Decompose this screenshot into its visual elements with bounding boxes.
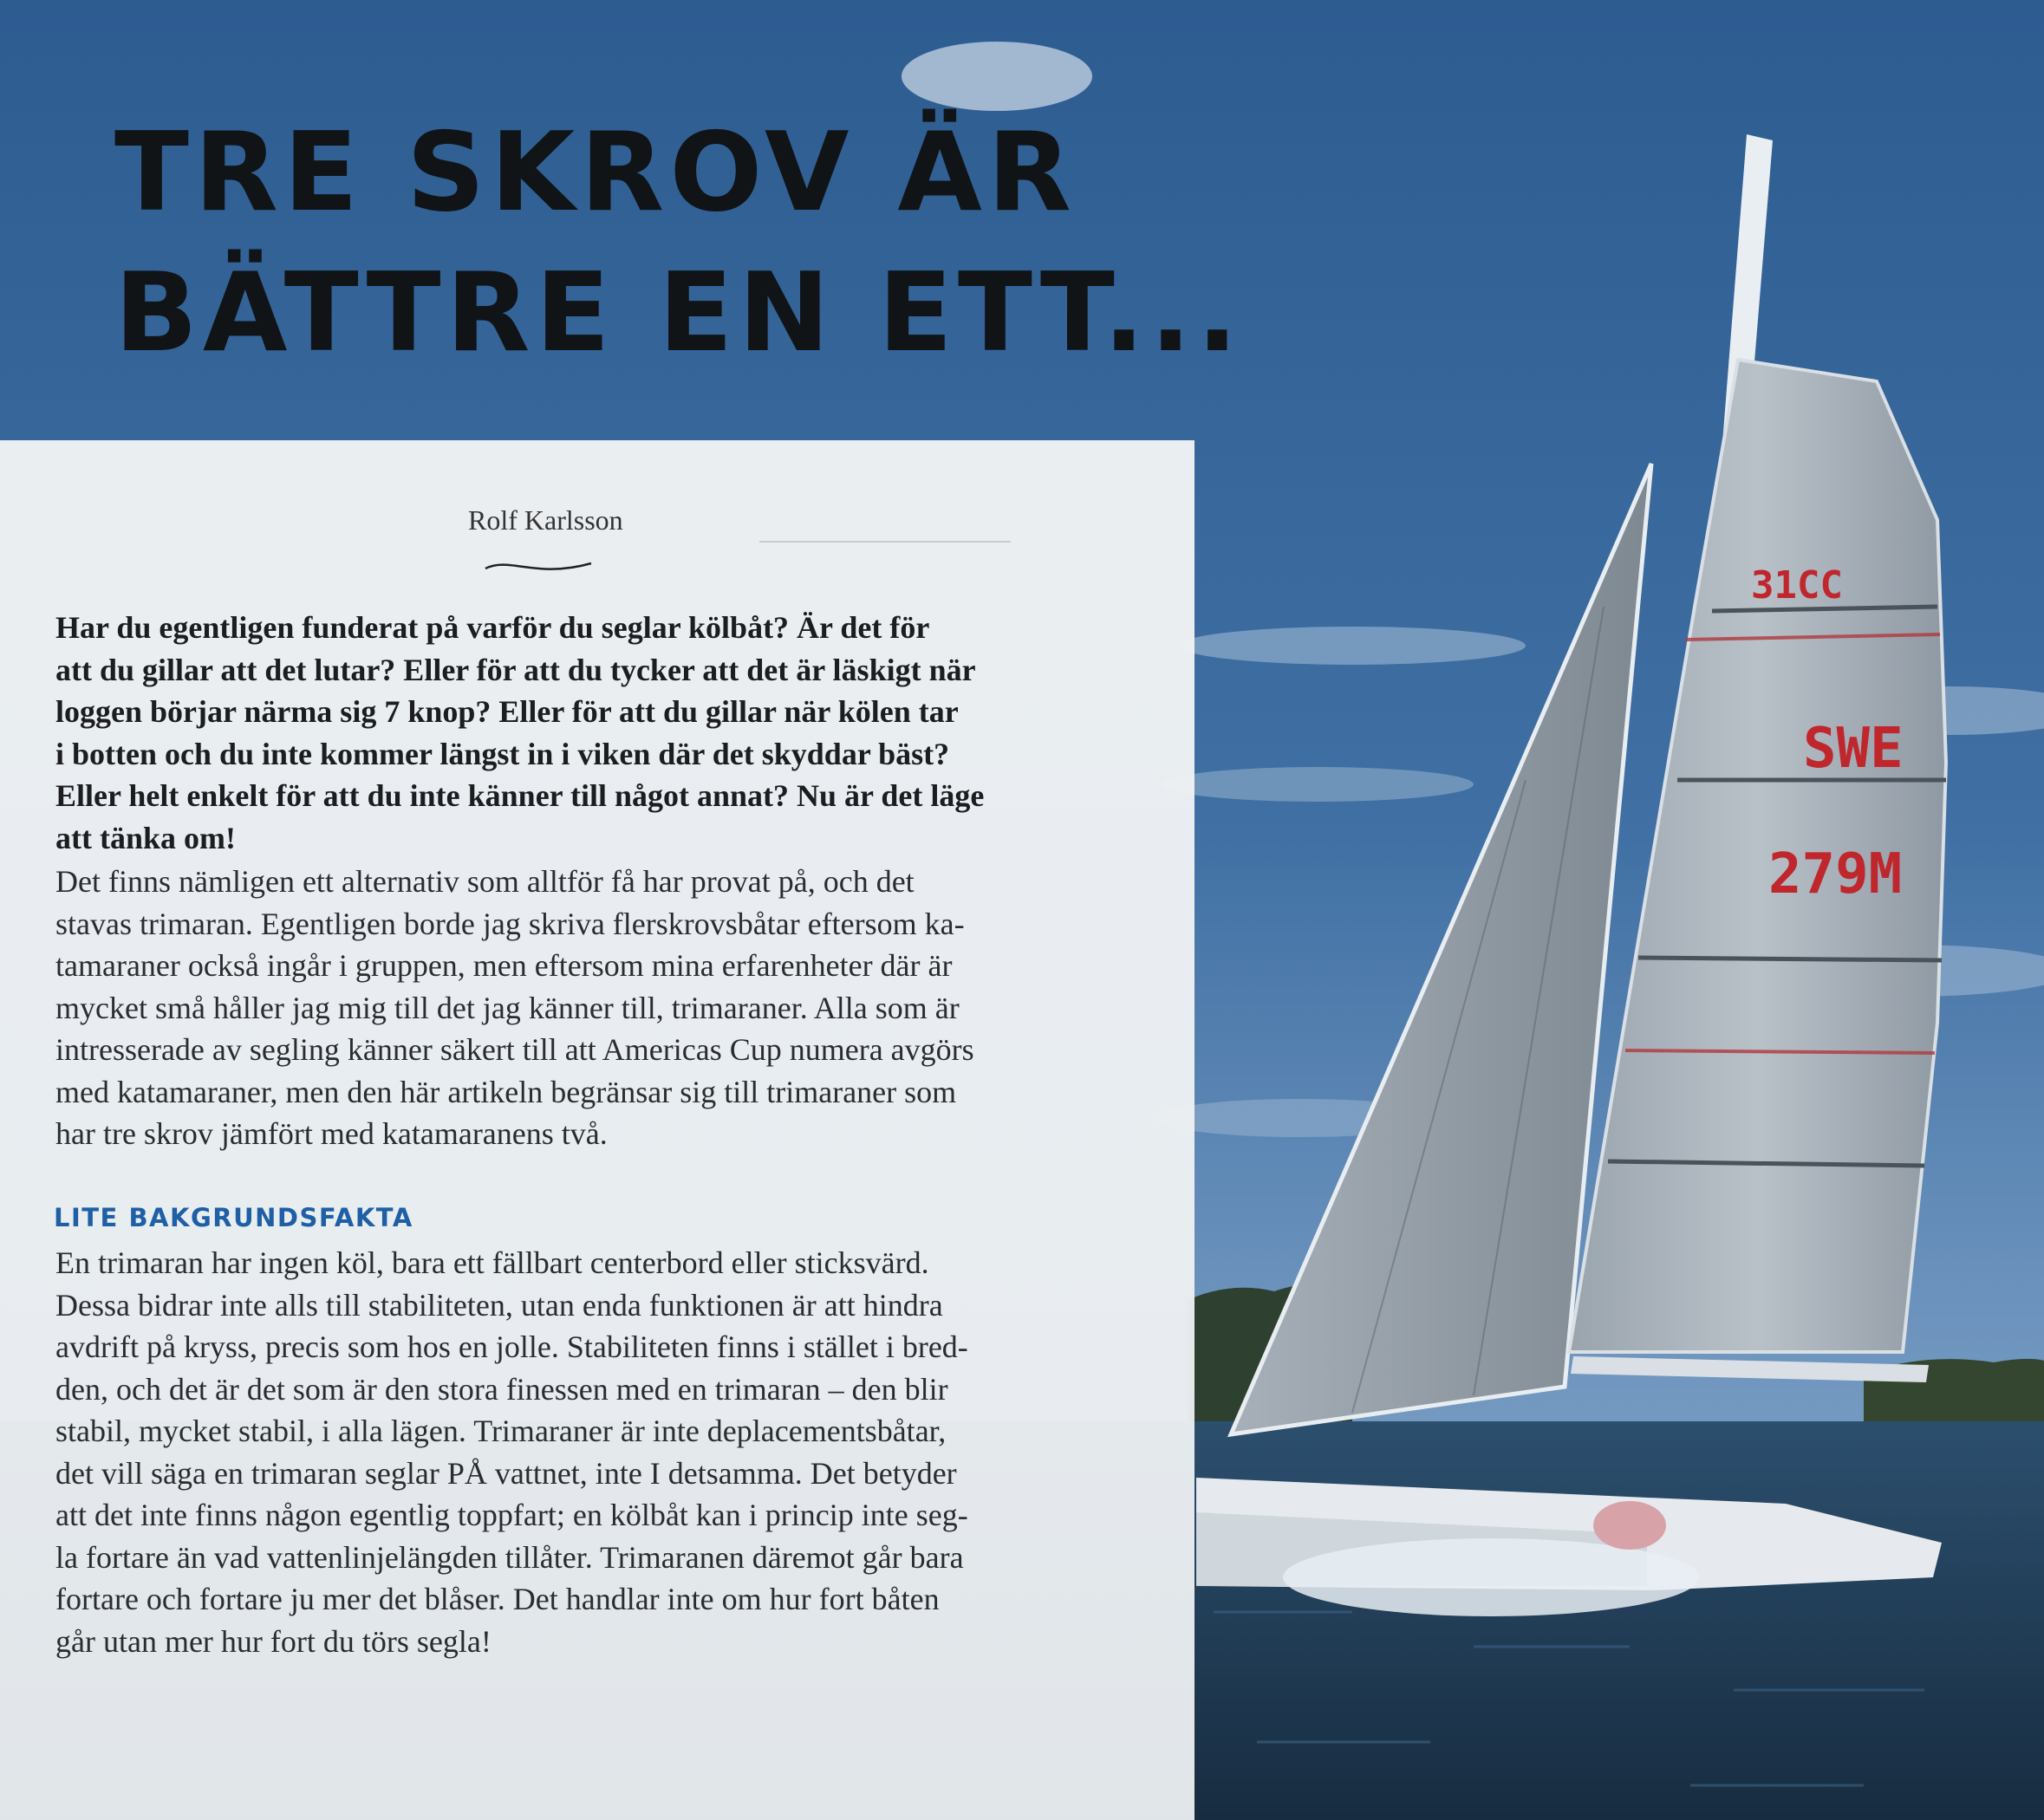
lead-line: i botten och du inte kommer längst in i viken där det skyddar bäst?: [55, 736, 950, 771]
body-line: går utan mer hur fort du törs segla!: [55, 1623, 491, 1659]
author-byline: Rolf Karlsson: [468, 504, 623, 536]
sail-number: 279M: [1768, 842, 1903, 907]
lead-line: loggen börjar närma sig 7 knop? Eller för att du gillar när kölen tar: [55, 694, 959, 729]
body-line: intresserade av segling känner säkert till att Americas Cup numera avgörs: [55, 1032, 974, 1067]
body-paragraph-1: [55, 861, 1087, 1155]
lead-line: Eller helt enkelt för att du inte känner till något annat? Nu är det läge: [55, 778, 985, 813]
lead-line: att tänka om!: [55, 820, 236, 855]
body-line: stabil, mycket stabil, i alla lägen. Trimaraner är inte deplacementsbåtar,: [55, 1414, 947, 1448]
body-line: det vill säga en trimaran seglar PÅ vattnet, inte I detsamma. Det betyder: [55, 1455, 957, 1491]
lead-line: Har du egentligen funderat på varför du seglar kölbåt? Är det för: [55, 610, 930, 645]
lead-line: att du gillar att det lutar? Eller för att du tycker att det är läskigt när: [55, 652, 976, 687]
headline: [114, 102, 1243, 383]
body-line: la fortare än vad vattenlinjelängden tillåter. Trimaranen däremot går bara: [55, 1539, 964, 1575]
body-line: att det inte finns någon egentlig toppfart; en kölbåt kan i princip inte seg-: [55, 1498, 968, 1532]
decorative-swash-icon: [484, 556, 593, 579]
section-subheading: LITE BAKGRUNDSFAKTA: [54, 1203, 413, 1232]
spray: [1283, 1538, 1699, 1616]
byline-divider: [759, 541, 1011, 543]
headline-line-2: BÄTTRE EN ETT...: [114, 249, 1244, 376]
body-line: har tre skrov jämfört med katamaranens två.: [55, 1116, 608, 1151]
sail-country: SWE: [1803, 717, 1904, 781]
cloud: [1162, 767, 1474, 802]
lead-paragraph: [55, 607, 1087, 859]
body-line: Dessa bidrar inte alls till stabiliteten, utan enda funktionen är att hindra: [55, 1287, 943, 1323]
body-line: tamaraner också ingår i gruppen, men eftersom mina erfarenheter där är: [55, 948, 953, 983]
body-line: Det finns nämligen ett alternativ som alltför få har provat på, och det: [55, 864, 915, 899]
body-line: stavas trimaran. Egentligen borde jag skriva flerskrovsbåtar eftersom ka-: [55, 906, 965, 941]
headline-line-1: TRE SKROV ÄR: [114, 108, 1077, 236]
body-line: mycket små håller jag mig till det jag känner till, trimaraner. Alla som är: [55, 990, 960, 1025]
body-line: fortare och fortare ju mer det blåser. Det handlar inte om hur fort båten: [55, 1582, 940, 1616]
body-paragraph-2: [55, 1242, 1087, 1662]
body-line: En trimaran har ingen köl, bara ett fällbart centerbord eller sticksvärd.: [55, 1245, 929, 1280]
body-line: avdrift på kryss, precis som hos en jolle. Stabiliteten finns i stället i bred-: [55, 1329, 968, 1364]
cloud: [1179, 627, 1526, 665]
cloud: [902, 42, 1092, 111]
crew: [1593, 1501, 1666, 1550]
body-line: med katamaraner, men den här artikeln begränsar sig till trimaraner som: [55, 1074, 957, 1109]
body-line: den, och det är det som är den stora finessen med en trimaran – den blir: [55, 1371, 948, 1407]
sail-logo: 31CC: [1751, 563, 1843, 608]
